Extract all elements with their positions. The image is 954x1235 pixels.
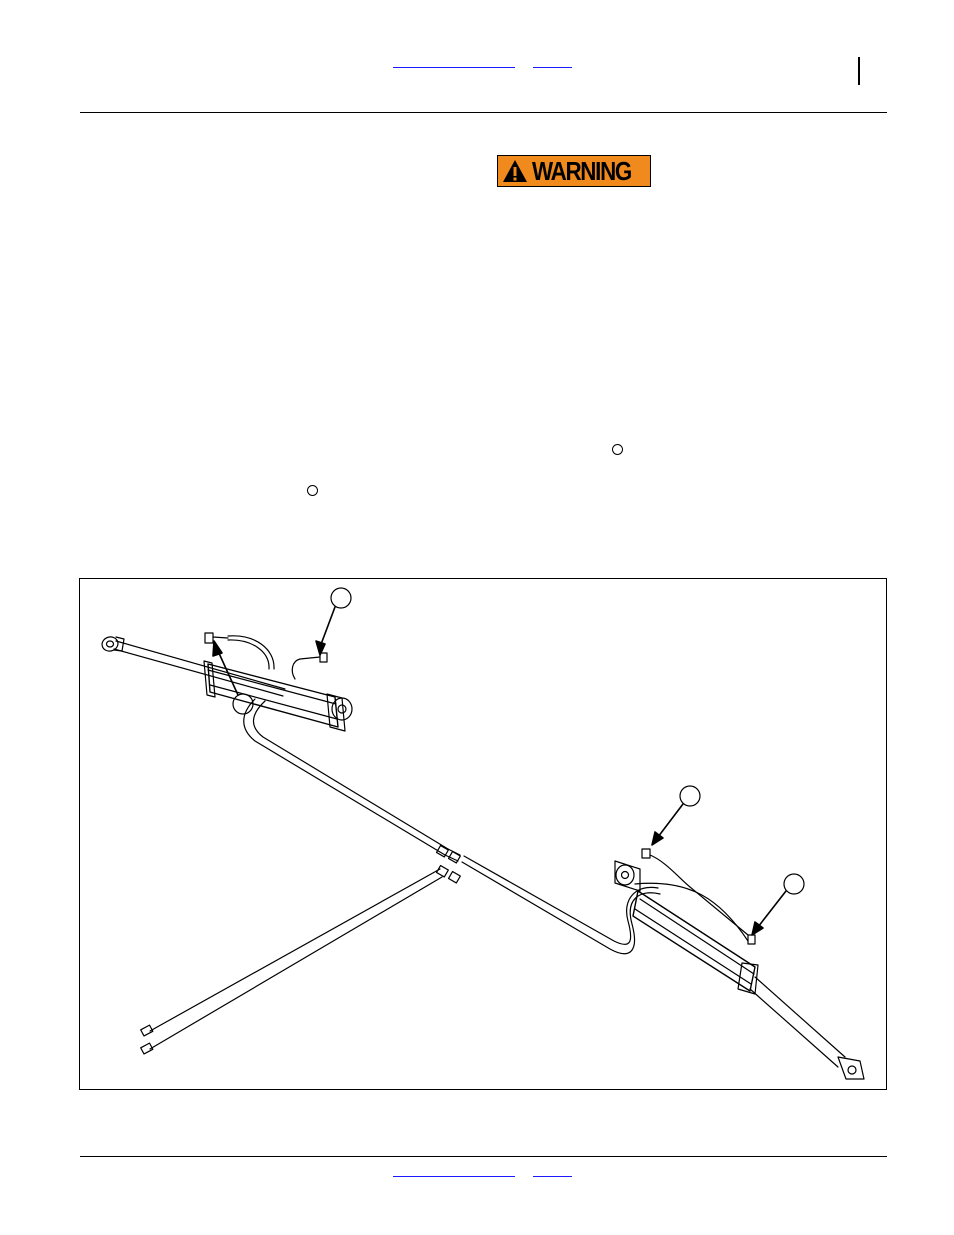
footer-link-1[interactable] xyxy=(393,1176,515,1177)
figure-callout-3 xyxy=(680,786,700,806)
warning-label: WARNING xyxy=(532,156,632,186)
left-cylinder xyxy=(100,633,352,731)
callout-circles xyxy=(233,588,804,894)
tractor-hoses xyxy=(141,869,442,1054)
header-link-2[interactable] xyxy=(533,67,572,68)
hydraulic-cylinder-hose-diagram xyxy=(80,579,888,1091)
figure-callout-4 xyxy=(784,874,804,894)
footer-link-2[interactable] xyxy=(533,1176,572,1177)
header-rule xyxy=(80,112,887,113)
warning-triangle-icon xyxy=(502,158,528,184)
right-cylinder xyxy=(615,849,864,1079)
figure-frame xyxy=(79,578,887,1090)
callout-arrows xyxy=(213,607,786,935)
warning-banner xyxy=(497,155,651,187)
figure-callout-1 xyxy=(331,588,351,608)
inline-callout-marker xyxy=(612,444,623,455)
header-link-1[interactable] xyxy=(393,67,515,68)
main-hose-run xyxy=(244,699,660,954)
inline-callout-marker xyxy=(307,485,318,496)
footer-rule xyxy=(80,1156,887,1157)
change-bar xyxy=(858,57,860,85)
